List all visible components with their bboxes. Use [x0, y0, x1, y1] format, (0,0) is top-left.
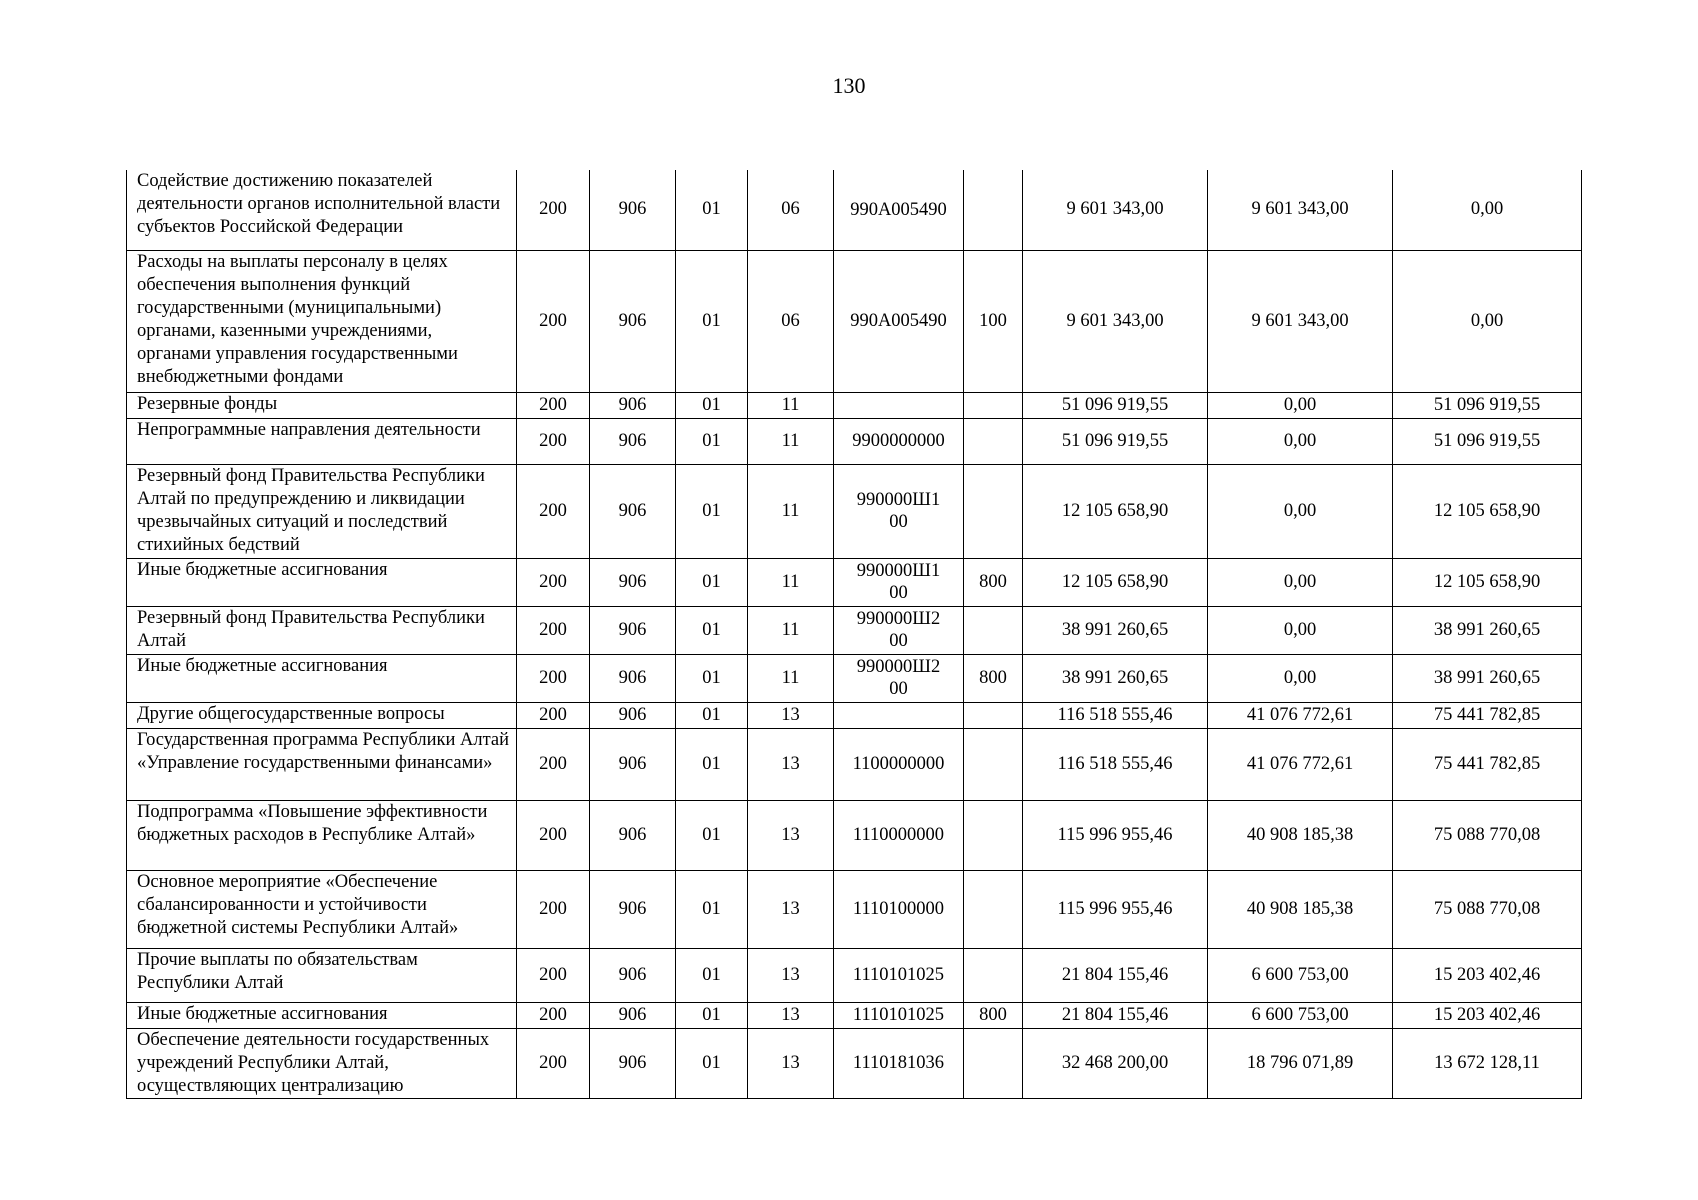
row-section-code: 01	[676, 418, 748, 464]
row-target-article	[834, 392, 964, 418]
row-amount-executed: 6 600 753,00	[1208, 1002, 1393, 1028]
row-name: Обеспечение деятельности государственных учреждений Республики Алтай, осуществляющих централизацию	[127, 1028, 517, 1098]
row-subsection-code: 11	[748, 464, 834, 558]
table-row	[127, 728, 1582, 800]
row-section-code: 01	[676, 558, 748, 606]
row-subsection-code: 13	[748, 1028, 834, 1098]
table-row	[127, 1028, 1582, 1098]
row-target-article: 990000Ш1 00	[834, 558, 964, 606]
row-amount-remaining: 38 991 260,65	[1393, 606, 1582, 654]
row-admin-code: 200	[517, 250, 590, 392]
row-section-code: 01	[676, 654, 748, 702]
row-name: Подпрограмма «Повышение эффективности бюджетных расходов в Республике Алтай»	[127, 800, 517, 870]
row-amount-executed: 9 601 343,00	[1208, 250, 1393, 392]
row-subsection-code: 13	[748, 1002, 834, 1028]
row-name: Резервный фонд Правительства Республики Алтай	[127, 606, 517, 654]
row-ministry-code: 906	[590, 170, 676, 250]
row-ministry-code: 906	[590, 948, 676, 1002]
row-amount-remaining: 51 096 919,55	[1393, 418, 1582, 464]
table-row	[127, 800, 1582, 870]
table-row	[127, 418, 1582, 464]
row-admin-code: 200	[517, 870, 590, 948]
row-subsection-code: 11	[748, 558, 834, 606]
row-admin-code: 200	[517, 702, 590, 728]
row-target-article: 990000Ш2 00	[834, 654, 964, 702]
row-amount-remaining: 75 441 782,85	[1393, 728, 1582, 800]
row-section-code: 01	[676, 170, 748, 250]
row-ministry-code: 906	[590, 418, 676, 464]
row-target-article: 1110101025	[834, 948, 964, 1002]
row-target-article: 9900000000	[834, 418, 964, 464]
row-subsection-code: 11	[748, 392, 834, 418]
row-admin-code: 200	[517, 418, 590, 464]
row-target-article: 990000Ш1 00	[834, 464, 964, 558]
row-admin-code: 200	[517, 728, 590, 800]
row-admin-code: 200	[517, 948, 590, 1002]
row-amount-executed: 9 601 343,00	[1208, 170, 1393, 250]
row-amount-plan: 9 601 343,00	[1023, 170, 1208, 250]
row-name: Государственная программа Республики Алтай «Управление государственными финансами»	[127, 728, 517, 800]
row-section-code: 01	[676, 464, 748, 558]
row-ministry-code: 906	[590, 702, 676, 728]
row-admin-code: 200	[517, 1028, 590, 1098]
table-row	[127, 392, 1582, 418]
row-name: Иные бюджетные ассигнования	[127, 558, 517, 606]
row-amount-executed: 0,00	[1208, 654, 1393, 702]
row-amount-remaining: 13 672 128,11	[1393, 1028, 1582, 1098]
row-ministry-code: 906	[590, 250, 676, 392]
row-ministry-code: 906	[590, 464, 676, 558]
row-expense-type: 800	[964, 1002, 1023, 1028]
row-amount-remaining: 12 105 658,90	[1393, 464, 1582, 558]
row-amount-remaining: 75 441 782,85	[1393, 702, 1582, 728]
row-subsection-code: 13	[748, 728, 834, 800]
row-expense-type: 800	[964, 558, 1023, 606]
row-expense-type	[964, 728, 1023, 800]
table-row	[127, 606, 1582, 654]
row-name: Резервный фонд Правительства Республики Алтай по предупреждению и ликвидации чрезвычайных ситуаций и последствий стихийных бедствий	[127, 464, 517, 558]
row-section-code: 01	[676, 606, 748, 654]
row-name: Расходы на выплаты персоналу в целях обеспечения выполнения функций государственными (муниципальными) органами, казенными учреждениями, органами управления государственными внебюджетными фондами	[127, 250, 517, 392]
row-admin-code: 200	[517, 606, 590, 654]
table-row	[127, 464, 1582, 558]
table-row	[127, 654, 1582, 702]
row-amount-plan: 51 096 919,55	[1023, 418, 1208, 464]
row-amount-remaining: 38 991 260,65	[1393, 654, 1582, 702]
row-target-article: 1110101025	[834, 1002, 964, 1028]
row-name: Непрограммные направления деятельности	[127, 418, 517, 464]
row-subsection-code: 11	[748, 418, 834, 464]
row-amount-plan: 116 518 555,46	[1023, 728, 1208, 800]
row-admin-code: 200	[517, 1002, 590, 1028]
row-ministry-code: 906	[590, 654, 676, 702]
row-expense-type	[964, 870, 1023, 948]
row-admin-code: 200	[517, 800, 590, 870]
row-name: Иные бюджетные ассигнования	[127, 654, 517, 702]
row-subsection-code: 13	[748, 702, 834, 728]
row-amount-executed: 0,00	[1208, 464, 1393, 558]
row-admin-code: 200	[517, 170, 590, 250]
row-amount-plan: 115 996 955,46	[1023, 800, 1208, 870]
row-target-article	[834, 702, 964, 728]
row-subsection-code: 11	[748, 654, 834, 702]
row-expense-type	[964, 392, 1023, 418]
row-expense-type	[964, 606, 1023, 654]
table-row	[127, 948, 1582, 1002]
row-subsection-code: 06	[748, 170, 834, 250]
row-expense-type	[964, 464, 1023, 558]
row-target-article: 990000Ш2 00	[834, 606, 964, 654]
row-amount-remaining: 51 096 919,55	[1393, 392, 1582, 418]
row-amount-plan: 51 096 919,55	[1023, 392, 1208, 418]
table-row	[127, 170, 1582, 250]
row-expense-type: 100	[964, 250, 1023, 392]
row-amount-executed: 40 908 185,38	[1208, 870, 1393, 948]
row-target-article: 1110100000	[834, 870, 964, 948]
table-row	[127, 702, 1582, 728]
row-subsection-code: 11	[748, 606, 834, 654]
row-target-article: 990А005490	[834, 170, 964, 250]
row-subsection-code: 13	[748, 948, 834, 1002]
row-amount-plan: 21 804 155,46	[1023, 1002, 1208, 1028]
row-expense-type	[964, 418, 1023, 464]
row-amount-executed: 0,00	[1208, 392, 1393, 418]
budget-table	[126, 170, 1582, 1099]
row-expense-type	[964, 800, 1023, 870]
row-amount-executed: 0,00	[1208, 558, 1393, 606]
table-row	[127, 558, 1582, 606]
row-amount-remaining: 15 203 402,46	[1393, 1002, 1582, 1028]
row-name: Иные бюджетные ассигнования	[127, 1002, 517, 1028]
row-section-code: 01	[676, 870, 748, 948]
row-admin-code: 200	[517, 392, 590, 418]
row-name: Резервные фонды	[127, 392, 517, 418]
row-amount-plan: 38 991 260,65	[1023, 654, 1208, 702]
row-expense-type	[964, 170, 1023, 250]
row-target-article: 1110000000	[834, 800, 964, 870]
row-name: Содействие достижению показателей деятельности органов исполнительной власти субъектов Российской Федерации	[127, 170, 517, 250]
row-target-article: 1110181036	[834, 1028, 964, 1098]
row-ministry-code: 906	[590, 800, 676, 870]
row-section-code: 01	[676, 948, 748, 1002]
row-amount-remaining: 15 203 402,46	[1393, 948, 1582, 1002]
row-ministry-code: 906	[590, 1028, 676, 1098]
row-section-code: 01	[676, 702, 748, 728]
table-row	[127, 1002, 1582, 1028]
row-ministry-code: 906	[590, 1002, 676, 1028]
row-amount-executed: 0,00	[1208, 606, 1393, 654]
row-section-code: 01	[676, 800, 748, 870]
row-amount-plan: 32 468 200,00	[1023, 1028, 1208, 1098]
table-row	[127, 870, 1582, 948]
row-section-code: 01	[676, 728, 748, 800]
row-amount-plan: 116 518 555,46	[1023, 702, 1208, 728]
row-amount-executed: 6 600 753,00	[1208, 948, 1393, 1002]
row-ministry-code: 906	[590, 606, 676, 654]
row-amount-plan: 9 601 343,00	[1023, 250, 1208, 392]
row-amount-remaining: 0,00	[1393, 170, 1582, 250]
row-subsection-code: 13	[748, 870, 834, 948]
row-name: Другие общегосударственные вопросы	[127, 702, 517, 728]
row-admin-code: 200	[517, 464, 590, 558]
row-section-code: 01	[676, 250, 748, 392]
row-amount-executed: 40 908 185,38	[1208, 800, 1393, 870]
row-amount-plan: 21 804 155,46	[1023, 948, 1208, 1002]
row-amount-plan: 12 105 658,90	[1023, 464, 1208, 558]
row-amount-executed: 41 076 772,61	[1208, 728, 1393, 800]
row-admin-code: 200	[517, 654, 590, 702]
row-amount-remaining: 12 105 658,90	[1393, 558, 1582, 606]
row-expense-type	[964, 1028, 1023, 1098]
row-amount-plan: 12 105 658,90	[1023, 558, 1208, 606]
row-amount-remaining: 75 088 770,08	[1393, 800, 1582, 870]
row-subsection-code: 13	[748, 800, 834, 870]
row-target-article: 990А005490	[834, 250, 964, 392]
row-admin-code: 200	[517, 558, 590, 606]
row-amount-plan: 115 996 955,46	[1023, 870, 1208, 948]
row-target-article: 1100000000	[834, 728, 964, 800]
row-amount-executed: 0,00	[1208, 418, 1393, 464]
page-number: 130	[832, 73, 866, 98]
row-section-code: 01	[676, 1002, 748, 1028]
row-ministry-code: 906	[590, 870, 676, 948]
row-expense-type	[964, 702, 1023, 728]
row-name: Основное мероприятие «Обеспечение сбалансированности и устойчивости бюджетной системы Республики Алтай»	[127, 870, 517, 948]
table-row	[127, 250, 1582, 392]
row-amount-executed: 18 796 071,89	[1208, 1028, 1393, 1098]
row-ministry-code: 906	[590, 728, 676, 800]
row-amount-remaining: 75 088 770,08	[1393, 870, 1582, 948]
row-name: Прочие выплаты по обязательствам Республики Алтай	[127, 948, 517, 1002]
row-expense-type	[964, 948, 1023, 1002]
row-ministry-code: 906	[590, 558, 676, 606]
row-amount-plan: 38 991 260,65	[1023, 606, 1208, 654]
row-expense-type: 800	[964, 654, 1023, 702]
row-ministry-code: 906	[590, 392, 676, 418]
row-section-code: 01	[676, 1028, 748, 1098]
row-amount-executed: 41 076 772,61	[1208, 702, 1393, 728]
row-amount-remaining: 0,00	[1393, 250, 1582, 392]
row-subsection-code: 06	[748, 250, 834, 392]
row-section-code: 01	[676, 392, 748, 418]
